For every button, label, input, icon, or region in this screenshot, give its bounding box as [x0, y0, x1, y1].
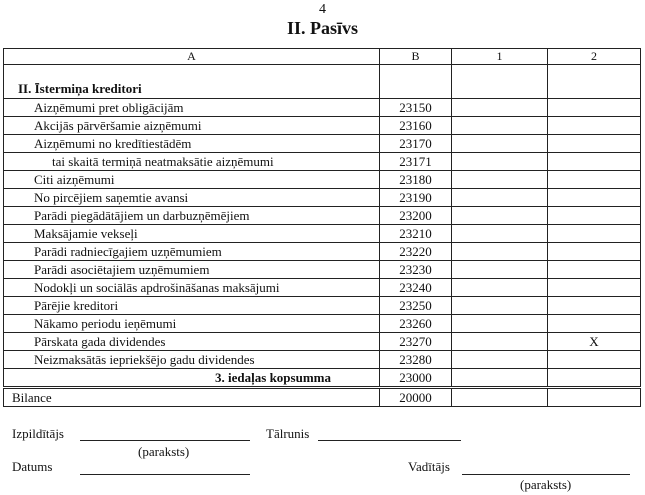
row-col1-value[interactable] — [452, 351, 548, 369]
row-col2-value[interactable] — [548, 135, 641, 153]
manager-signature-caption: (paraksts) — [520, 477, 572, 492]
row-name: Pārskata gada dividendes — [4, 333, 380, 351]
liabilities-table — [3, 48, 641, 407]
executor-signature-caption: (paraksts) — [138, 444, 190, 459]
section-code-cell — [380, 65, 452, 99]
row-col1-value[interactable] — [452, 171, 548, 189]
row-code: 23240 — [380, 279, 452, 297]
row-col1-value[interactable] — [452, 297, 548, 315]
table-row — [4, 297, 641, 315]
row-col2-value[interactable] — [548, 315, 641, 333]
table-row — [4, 243, 641, 261]
column-header-b: B — [380, 49, 452, 65]
table-header-row — [4, 49, 641, 65]
row-code: 23260 — [380, 315, 452, 333]
row-code: 23200 — [380, 207, 452, 225]
total-code: 23000 — [380, 369, 452, 388]
row-name: Parādi piegādātājiem un darbuzņēmējiem — [4, 207, 380, 225]
table-row — [4, 261, 641, 279]
row-code: 23170 — [380, 135, 452, 153]
row-col1-value[interactable] — [452, 225, 548, 243]
table-row — [4, 135, 641, 153]
section-col2-cell[interactable] — [548, 65, 641, 99]
table-row — [4, 117, 641, 135]
row-name: tai skaitā termiņā neatmaksātie aizņēmumi — [4, 153, 380, 171]
row-col2-value[interactable]: X — [548, 333, 641, 351]
row-col2-value[interactable] — [548, 117, 641, 135]
column-header-a: A — [4, 49, 380, 65]
row-code: 23270 — [380, 333, 452, 351]
table-row — [4, 153, 641, 171]
row-name: Parādi radniecīgajiem uzņēmumiem — [4, 243, 380, 261]
row-col2-value[interactable] — [548, 261, 641, 279]
row-code: 23220 — [380, 243, 452, 261]
total-col2-value[interactable] — [548, 369, 641, 388]
row-name: Pārējie kreditori — [4, 297, 380, 315]
phone-label: Tālrunis — [266, 426, 310, 441]
row-name: Nākamo periodu ieņēmumi — [4, 315, 380, 333]
date-label: Datums — [12, 459, 53, 474]
phone-line[interactable] — [318, 440, 461, 441]
row-code: 23180 — [380, 171, 452, 189]
row-col2-value[interactable] — [548, 99, 641, 117]
table-row — [4, 315, 641, 333]
row-name: Maksājamie vekseļi — [4, 225, 380, 243]
row-code: 23230 — [380, 261, 452, 279]
table-row — [4, 351, 641, 369]
row-col1-value[interactable] — [452, 99, 548, 117]
page-title: II. Pasīvs — [286, 18, 358, 38]
table-row — [4, 171, 641, 189]
row-code: 23250 — [380, 297, 452, 315]
row-col2-value[interactable] — [548, 207, 641, 225]
row-col1-value[interactable] — [452, 261, 548, 279]
row-col1-value[interactable] — [452, 189, 548, 207]
row-col1-value[interactable] — [452, 315, 548, 333]
row-code: 23171 — [380, 153, 452, 171]
row-code: 23160 — [380, 117, 452, 135]
table-row — [4, 279, 641, 297]
table-row — [4, 333, 641, 351]
row-col1-value[interactable] — [452, 117, 548, 135]
row-col1-value[interactable] — [452, 207, 548, 225]
manager-label: Vadītājs — [408, 459, 450, 474]
section-col1-cell[interactable] — [452, 65, 548, 99]
row-col2-value[interactable] — [548, 189, 641, 207]
row-name: Neizmaksātās iepriekšējo gadu dividendes — [4, 351, 380, 369]
row-col2-value[interactable] — [548, 153, 641, 171]
section-title: II. Īstermiņa kreditori — [4, 65, 380, 99]
manager-signature-line[interactable] — [462, 474, 630, 475]
table-row — [4, 99, 641, 117]
bilance-col2-value[interactable] — [548, 388, 641, 407]
executor-signature-line[interactable] — [80, 440, 250, 441]
executor-label: Izpildītājs — [12, 426, 64, 441]
column-header-1: 1 — [452, 49, 548, 65]
row-name: Citi aizņēmumi — [4, 171, 380, 189]
bilance-col1-value[interactable] — [452, 388, 548, 407]
table-row — [4, 207, 641, 225]
row-col1-value[interactable] — [452, 279, 548, 297]
row-col1-value[interactable] — [452, 153, 548, 171]
section-total-row — [4, 369, 641, 388]
row-code: 23190 — [380, 189, 452, 207]
row-col1-value[interactable] — [452, 135, 548, 153]
row-code: 23150 — [380, 99, 452, 117]
date-line[interactable] — [80, 474, 250, 475]
column-header-2: 2 — [548, 49, 641, 65]
row-name: Parādi asociētajiem uzņēmumiem — [4, 261, 380, 279]
row-name: No pircējiem saņemtie avansi — [4, 189, 380, 207]
row-col2-value[interactable] — [548, 171, 641, 189]
row-code: 23210 — [380, 225, 452, 243]
row-col1-value[interactable] — [452, 243, 548, 261]
page-number: 4 — [319, 2, 326, 17]
total-label: 3. iedaļas kopsumma — [4, 369, 380, 388]
row-col2-value[interactable] — [548, 351, 641, 369]
table-row — [4, 189, 641, 207]
row-col2-value[interactable] — [548, 243, 641, 261]
row-col1-value[interactable] — [452, 333, 548, 351]
bilance-label: Bilance — [4, 388, 380, 407]
row-col2-value[interactable] — [548, 225, 641, 243]
total-col1-value[interactable] — [452, 369, 548, 388]
row-col2-value[interactable] — [548, 297, 641, 315]
row-name: Akcijās pārvēršamie aizņēmumi — [4, 117, 380, 135]
row-name: Aizņēmumi pret obligācijām — [4, 99, 380, 117]
row-code: 23280 — [380, 351, 452, 369]
bilance-row — [4, 388, 641, 407]
row-col2-value[interactable] — [548, 279, 641, 297]
bilance-code: 20000 — [380, 388, 452, 407]
row-name: Nodokļi un sociālās apdrošināšanas maksājumi — [4, 279, 380, 297]
section-row — [4, 65, 641, 99]
table-row — [4, 225, 641, 243]
row-name: Aizņēmumi no kredītiestādēm — [4, 135, 380, 153]
